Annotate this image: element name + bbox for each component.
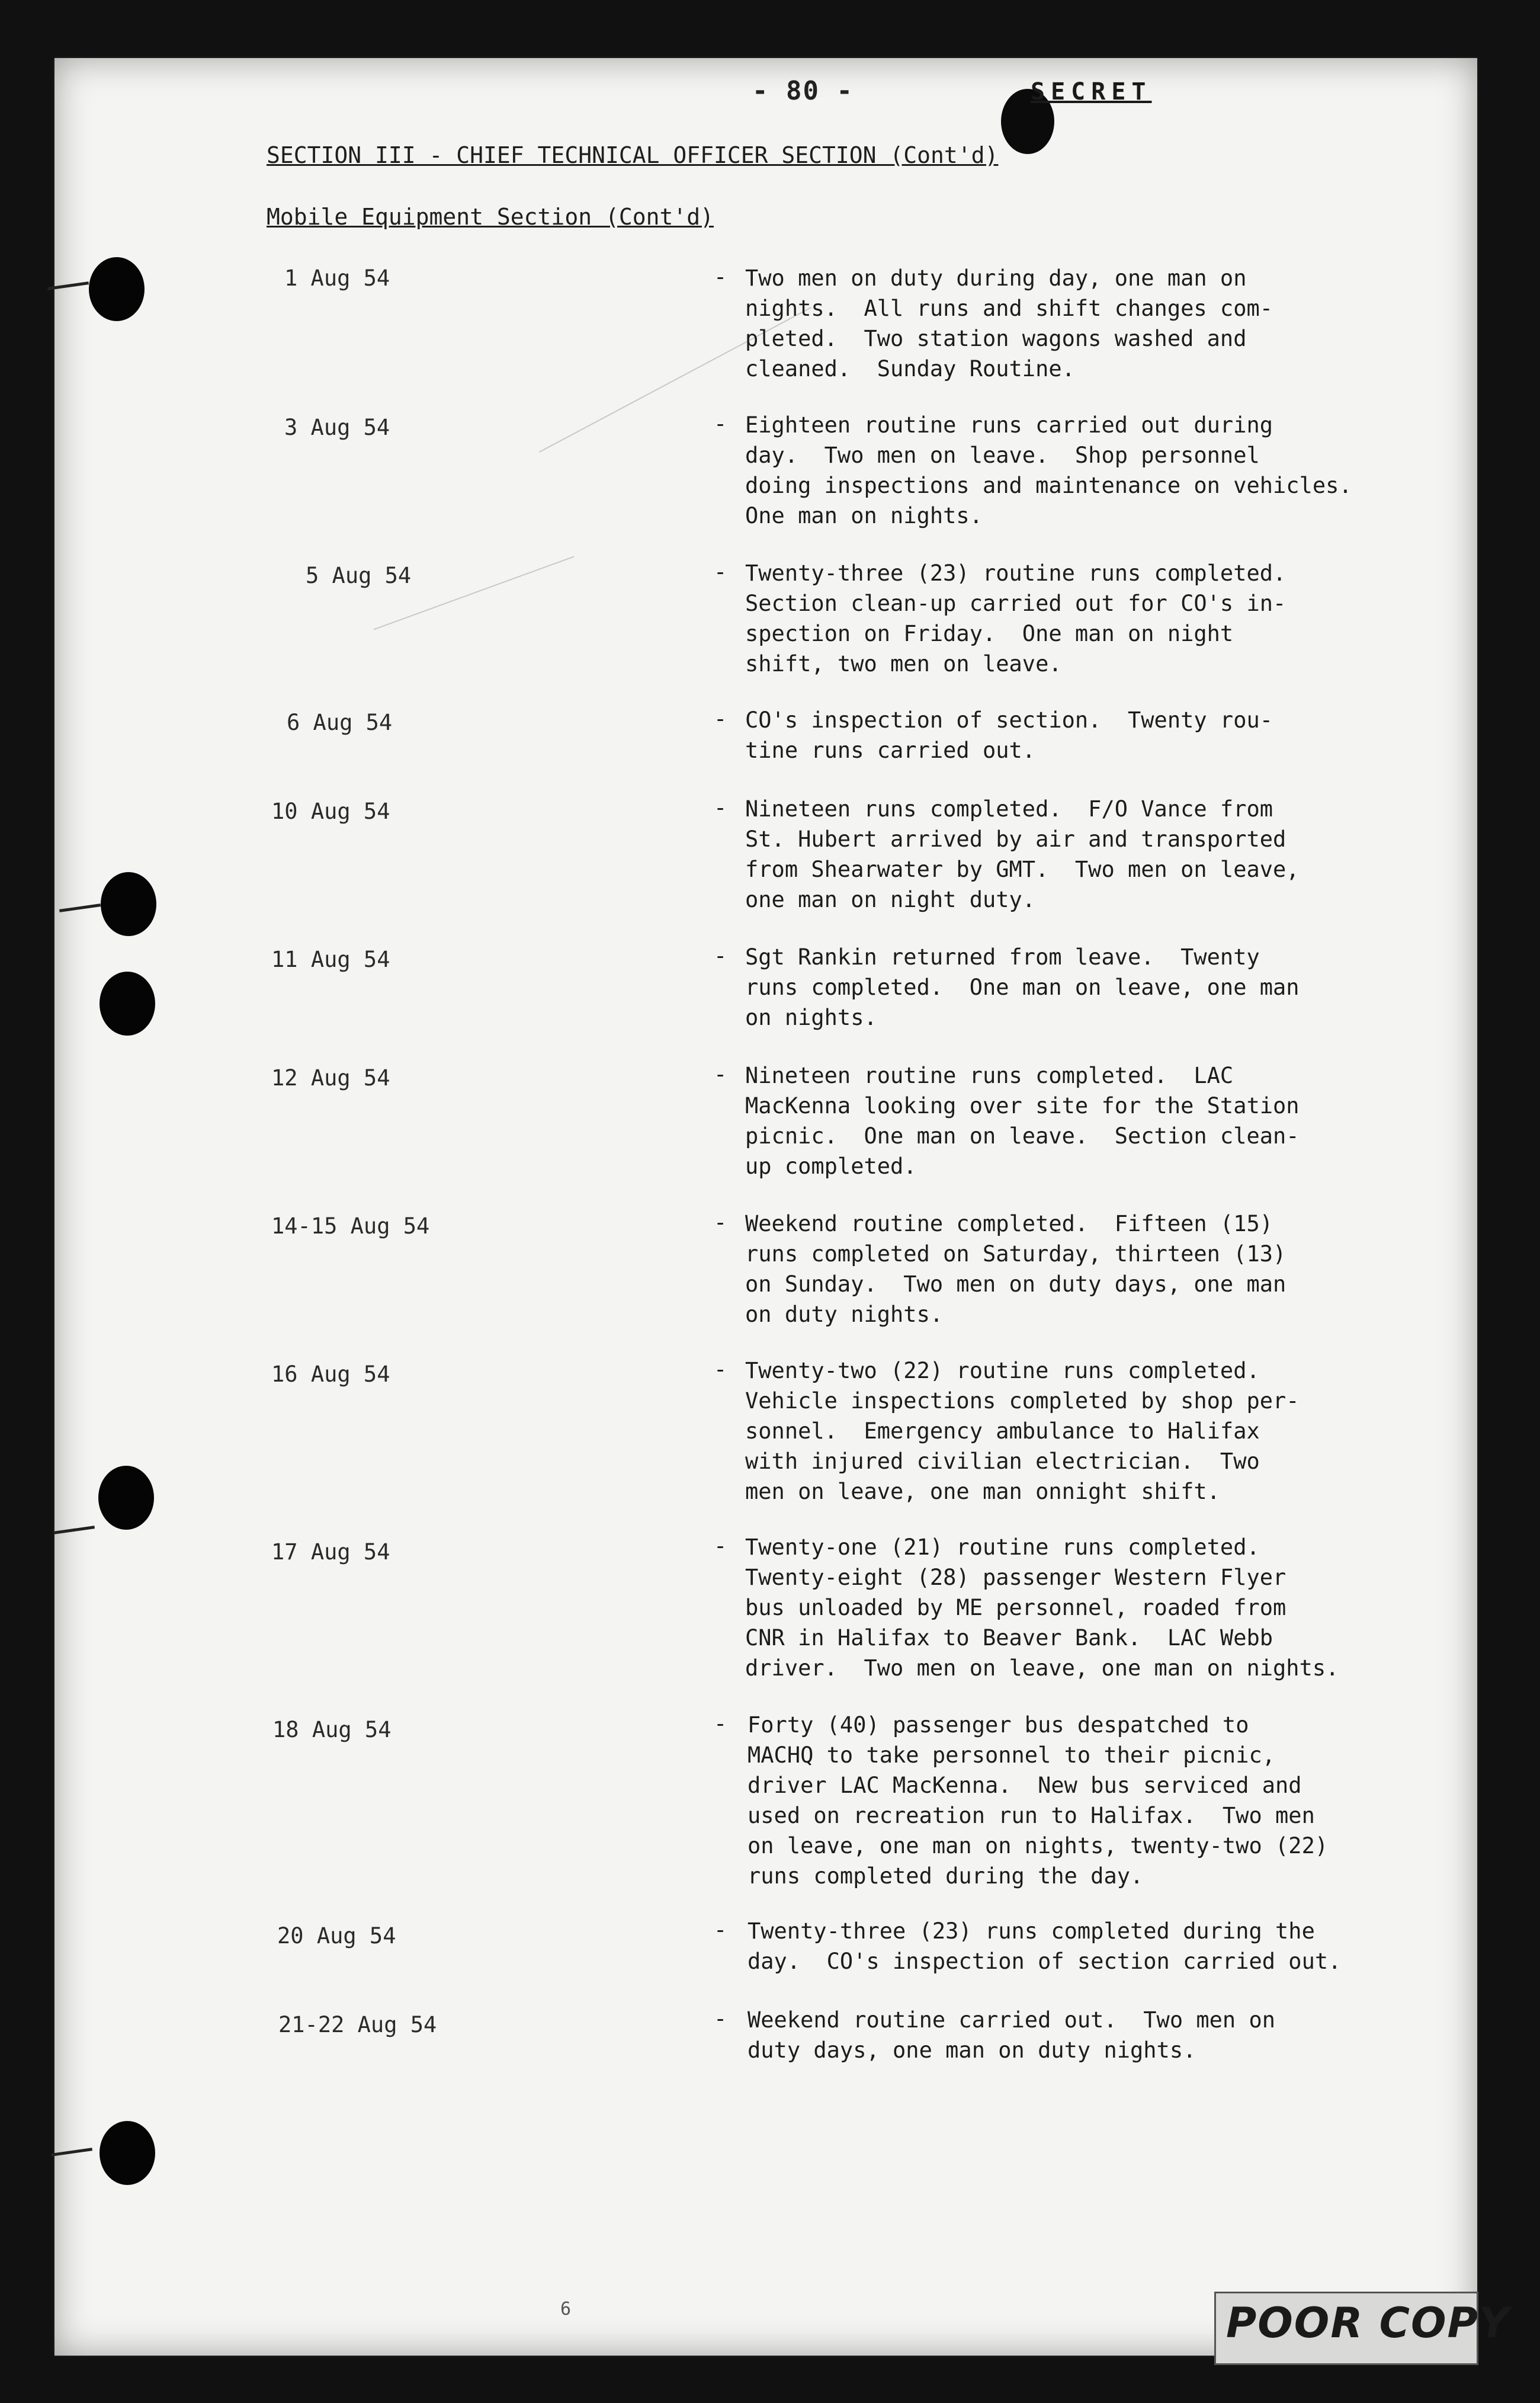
entry-dash: - <box>714 1357 727 1382</box>
punch-hole <box>89 257 145 321</box>
footer-mark: 6 <box>560 2299 572 2319</box>
entry-date: 14-15 Aug 54 <box>271 1213 430 1239</box>
entry-text: Twenty-three (23) runs completed during the day. CO's inspection of section carried out. <box>747 1918 1342 1974</box>
punch-hole <box>101 872 156 936</box>
entry-text: Nineteen runs completed. F/O Vance from St. Hubert arrived by air and transported from Shearwater by GMT. Two men on leave, one man on night duty. <box>745 796 1300 912</box>
entry-dash: - <box>714 1917 727 1943</box>
entry-text: Twenty-three (23) routine runs completed. Section clean-up carried out for CO's in- spection on Friday. One man on night shift, two men on leave. <box>745 560 1286 677</box>
punch-hole <box>98 1466 154 1530</box>
entry-dash: - <box>714 1711 727 1736</box>
entry-text: Forty (40) passenger bus despatched to MACHQ to take personnel to their picnic, driver LAC MacKenna. New bus serviced and used on recreation run to Halifax. Two men on leave, one man on nights, twenty-two (22) runs completed during the day. <box>747 1712 1329 1889</box>
page-number: - 80 - <box>752 76 854 106</box>
entry-dash: - <box>714 795 727 821</box>
entry-date: 11 Aug 54 <box>271 947 390 972</box>
entry-dash: - <box>714 264 727 290</box>
entry-date: 16 Aug 54 <box>271 1361 390 1387</box>
entry-dash: - <box>714 411 727 437</box>
section-title: SECTION III - CHIEF TECHNICAL OFFICER SECTION (Cont'd) <box>267 142 999 168</box>
entry-text: Two men on duty during day, one man on nights. All runs and shift changes com- pleted. Two station wagons washed and cleaned. Sunday Routine. <box>745 265 1273 382</box>
entry-text: Sgt Rankin returned from leave. Twenty runs completed. One man on leave, one man on nights. <box>745 944 1300 1030</box>
entry-dash: - <box>714 1210 727 1235</box>
entry-date: 3 Aug 54 <box>284 415 390 440</box>
entry-text: Weekend routine completed. Fifteen (15) runs completed on Saturday, thirteen (13) on Sunday. Two men on duty days, one man on duty nights. <box>745 1211 1286 1327</box>
entry-date: 5 Aug 54 <box>306 563 412 588</box>
punch-hole <box>100 972 155 1036</box>
entry-date: 21-22 Aug 54 <box>278 2012 437 2037</box>
entry-date: 17 Aug 54 <box>271 1539 390 1565</box>
entry-date: 12 Aug 54 <box>271 1065 390 1091</box>
entry-dash: - <box>714 559 727 585</box>
entry-text: CO's inspection of section. Twenty rou- tine runs carried out. <box>745 707 1273 763</box>
entry-text: Twenty-two (22) routine runs completed. Vehicle inspections completed by shop per- sonnel. Emergency ambulance to Halifax with injured civilian electrician. Two men on leave, one man onnight shift. <box>745 1358 1300 1504</box>
entry-text: Weekend routine carried out. Two men on duty days, one man on duty nights. <box>747 2007 1276 2063</box>
classification-marking: SECRET <box>1031 78 1152 105</box>
entry-date: 1 Aug 54 <box>284 265 390 291</box>
entry-date: 18 Aug 54 <box>272 1717 392 1742</box>
poor-copy-stamp-text: POOR COPY <box>1226 2299 1510 2347</box>
subsection-title: Mobile Equipment Section (Cont'd) <box>267 204 714 230</box>
entry-date: 6 Aug 54 <box>287 710 393 735</box>
entry-dash: - <box>714 1062 727 1087</box>
entry-date: 20 Aug 54 <box>277 1923 396 1949</box>
entry-date: 10 Aug 54 <box>271 799 390 824</box>
entry-dash: - <box>714 1533 727 1559</box>
entry-text: Twenty-one (21) routine runs completed. Twenty-eight (28) passenger Western Flyer bus unloaded by ME personnel, roaded from CNR in Halifax to Beaver Bank. LAC Webb driver. Two men on leave, one man on nights. <box>745 1534 1339 1681</box>
entry-text: Nineteen routine runs completed. LAC MacKenna looking over site for the Station picnic. One man on leave. Section clean- up completed. <box>745 1063 1300 1179</box>
entry-text: Eighteen routine runs carried out during day. Two men on leave. Shop personnel doing inspections and maintenance on vehicles. One man on nights. <box>745 412 1352 528</box>
entry-dash: - <box>714 706 727 732</box>
entry-dash: - <box>714 943 727 969</box>
punch-hole <box>100 2121 155 2185</box>
entry-dash: - <box>714 2006 727 2032</box>
